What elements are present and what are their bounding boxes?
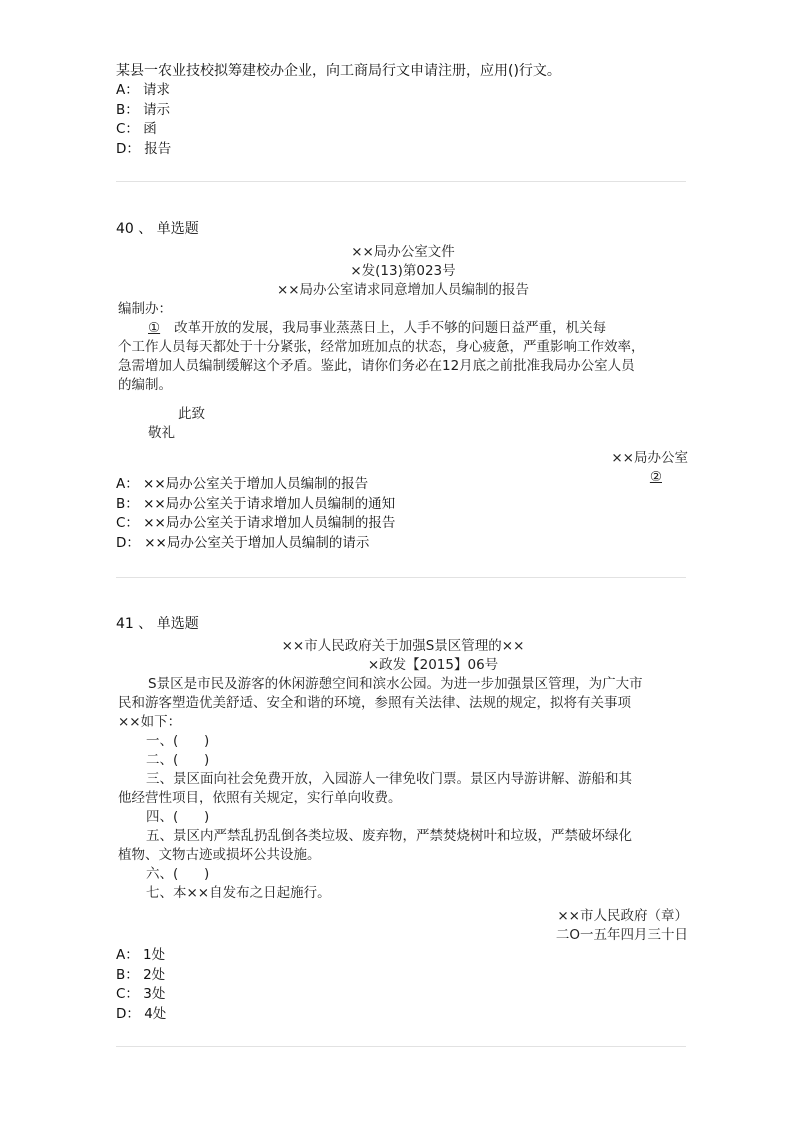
option-b[interactable] [116,966,686,986]
option-text: 报告 [144,140,172,157]
option-key: C： [116,986,139,1002]
option-d[interactable] [116,1005,686,1025]
doc-date: 二O一五年四月三十日 [555,927,688,943]
doc-item: 七、本××自发布之日起施行。 [146,885,331,901]
doc-item: 三、景区面向社会免费开放，入园游人一律免收门票。景区内导游讲解、游船和其 [146,771,632,787]
option-text: ××局办公室关于请求增加人员编制的报告 [143,515,396,531]
option-key: A： [116,476,139,492]
option-text: 1处 [143,947,166,963]
option-key: A： [116,82,139,98]
doc-closing: 此致 [178,406,205,422]
option-key: B： [116,966,139,983]
question-39 [116,62,686,159]
option-b[interactable] [116,101,686,121]
doc-item-line: 他经营性项目，依照有关规定，实行单向收费。 [118,790,402,806]
option-key: D： [116,534,140,551]
option-c[interactable] [116,514,686,534]
question-40-options [116,475,686,553]
divider [116,181,686,182]
doc-closing: 敬礼 [148,425,175,441]
doc-signature: ××局办公室 [611,450,688,466]
divider [116,577,686,578]
doc-line: ××局办公室文件 [351,244,455,260]
blank-2: ② [649,469,662,485]
option-a[interactable] [116,81,686,101]
document-excerpt [118,637,688,945]
option-text: 函 [143,121,157,137]
option-text: 4处 [144,1005,167,1022]
option-text: 请求 [143,82,171,98]
option-key: B： [116,101,139,118]
doc-text: 改革开放的发展，我局事业蒸蒸日上，人手不够的问题日益严重，机关每 [174,320,607,336]
document-excerpt [118,243,688,487]
option-text: ××局办公室关于增加人员编制的报告 [143,476,369,492]
divider [116,1046,686,1047]
question-stem: 某县一农业技校拟筹建校办企业，向工商局行文申请注册，应用()行文。 [116,63,561,79]
option-c[interactable] [116,985,686,1005]
doc-paragraph-line: ××如下： [118,714,182,730]
doc-addressee: 编制办： [118,301,172,317]
option-key: D： [116,1005,140,1022]
option-key: A： [116,947,139,963]
doc-item: 一、( ) [146,733,210,749]
doc-title: ××局办公室请求同意增加人员编制的报告 [276,282,530,298]
doc-item-line: 植物、文物古迹或损坏公共设施。 [118,847,321,863]
doc-line: ×发(13)第023号 [350,263,456,279]
doc-item: 四、( ) [146,809,210,825]
option-a[interactable] [116,475,686,495]
option-text: 请示 [143,101,171,118]
blank-1: ① [148,320,161,336]
option-key: D： [116,140,140,157]
doc-item: 六、( ) [146,866,210,882]
option-d[interactable] [116,140,686,160]
question-header: 41 、 单选题 [116,616,199,632]
option-a[interactable] [116,946,686,966]
option-c[interactable] [116,120,686,140]
doc-item: 二、( ) [146,752,210,768]
option-key: C： [116,515,139,531]
doc-paragraph-line: 民和游客塑造优美舒适、安全和谐的环境，参照有关法律、法规的规定，拟将有关事项 [118,695,631,711]
doc-paragraph [118,319,688,338]
option-key: C： [116,121,139,137]
doc-paragraph-line: S景区是市民及游客的休闲游憩空间和滨水公园。为进一步加强景区管理，为广大市 [148,676,643,692]
question-header: 40 、 单选题 [116,221,199,237]
doc-paragraph-line: 的编制。 [118,377,172,393]
doc-number: ×政发【2015】06号 [367,657,499,673]
doc-title: ××市人民政府关于加强S景区管理的×× [281,638,525,654]
option-text: 2处 [143,966,166,983]
option-text: 3处 [143,986,166,1002]
option-d[interactable] [116,534,686,554]
option-text: ××局办公室关于请求增加人员编制的通知 [143,495,396,512]
option-b[interactable] [116,495,686,515]
doc-signature: ××市人民政府（章） [557,908,688,924]
option-text: ××局办公室关于增加人员编制的请示 [144,534,370,551]
doc-paragraph-line: 个工作人员每天都处于十分紧张，经常加班加点的状态，身心疲惫，严重影响工作效率， [118,339,645,355]
option-key: B： [116,495,139,512]
doc-item: 五、景区内严禁乱扔乱倒各类垃圾、废弃物，严禁焚烧树叶和垃圾，严禁破坏绿化 [146,828,632,844]
question-41-options [116,946,686,1024]
doc-paragraph-line: 急需增加人员编制缓解这个矛盾。鉴此，请你们务必在12月底之前批准我局办公室人员 [118,358,635,374]
